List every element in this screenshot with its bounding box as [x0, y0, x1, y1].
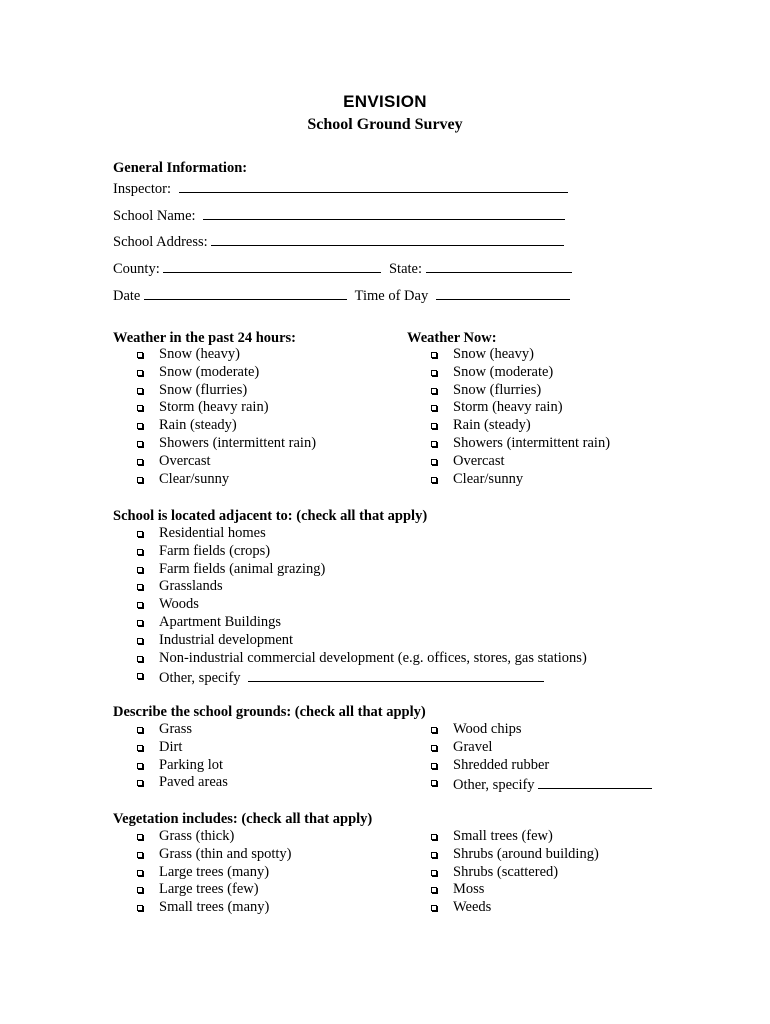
checkbox-label: Clear/sunny [159, 470, 230, 487]
weather-past-heading: Weather in the past 24 hours: [113, 330, 297, 346]
checkbox-option[interactable] [407, 864, 599, 882]
date-label: Date [113, 288, 141, 304]
checkbox-option[interactable] [113, 382, 316, 400]
weather-past-list [113, 346, 316, 488]
checkbox-label: Snow (moderate) [453, 363, 554, 380]
checkbox[interactable] [137, 745, 143, 751]
checkbox[interactable] [137, 352, 143, 358]
checkbox[interactable] [137, 620, 143, 626]
checkbox-option[interactable] [407, 757, 549, 775]
grounds-other-label: Other, specify [453, 777, 535, 793]
adjacent-other-label: Other, specify [159, 670, 241, 686]
checkbox[interactable] [137, 870, 143, 876]
checkbox-label: Large trees (many) [159, 863, 270, 880]
checkbox[interactable] [137, 905, 143, 911]
checkbox[interactable] [137, 423, 143, 429]
checkbox-label: Wood chips [453, 721, 522, 737]
checkbox-label: Snow (flurries) [159, 381, 248, 398]
checkbox-label: Showers (intermittent rain) [453, 434, 611, 451]
checkbox-option[interactable] [407, 435, 610, 453]
checkbox[interactable] [431, 370, 437, 376]
checkbox-label: Apartment Buildings [159, 613, 282, 630]
checkbox-option[interactable] [407, 346, 610, 364]
checkbox-option[interactable] [113, 864, 292, 882]
checkbox-label: Industrial development [159, 631, 294, 648]
county-field[interactable] [163, 258, 381, 273]
checkbox[interactable] [137, 602, 143, 608]
checkbox[interactable] [137, 370, 143, 376]
adjacent-other-field[interactable] [248, 667, 544, 682]
checkbox[interactable] [137, 656, 143, 662]
checkbox[interactable] [431, 745, 437, 751]
checkbox[interactable] [137, 584, 143, 590]
checkbox[interactable] [137, 388, 143, 394]
checkbox-label: Grass [159, 721, 193, 737]
checkbox-option[interactable] [407, 828, 599, 846]
checkbox-option[interactable] [407, 899, 599, 917]
checkbox[interactable] [431, 834, 437, 840]
weather-now-heading: Weather Now: [407, 330, 497, 346]
checkbox-option[interactable] [113, 399, 316, 417]
checkbox-option[interactable] [113, 632, 587, 650]
checkbox[interactable] [431, 477, 437, 483]
checkbox[interactable] [137, 477, 143, 483]
school-name-label: School Name: [113, 208, 196, 224]
checkbox-label: Shrubs (scattered) [453, 863, 559, 880]
time-field[interactable] [436, 285, 570, 300]
checkbox-option[interactable] [407, 774, 652, 792]
vegetation-left-list [113, 828, 292, 917]
inspector-label: Inspector: [113, 181, 171, 197]
checkbox-label: Rain (steady) [159, 417, 237, 434]
checkbox-option[interactable] [113, 899, 292, 917]
checkbox[interactable] [137, 459, 143, 465]
grounds-left-list [113, 721, 228, 792]
checkbox-option[interactable] [113, 435, 316, 453]
checkbox-label: Overcast [159, 452, 211, 469]
checkbox-option[interactable] [407, 846, 599, 864]
checkbox-option[interactable] [113, 346, 316, 364]
checkbox-option[interactable] [407, 721, 549, 739]
checkbox-label: Parking lot [159, 756, 224, 773]
checkbox-label: Storm (heavy rain) [159, 399, 269, 416]
vegetation-right-list [407, 828, 599, 917]
checkbox-label: Paved areas [159, 774, 228, 791]
checkbox[interactable] [431, 352, 437, 358]
checkbox-label: Residential homes [159, 525, 266, 541]
checkbox[interactable] [137, 887, 143, 893]
grounds-heading: Describe the school grounds: (check all that apply) [113, 704, 426, 720]
checkbox-option[interactable] [407, 471, 610, 489]
checkbox-label: Overcast [453, 452, 505, 469]
date-field[interactable] [144, 285, 347, 300]
checkbox-label: Clear/sunny [453, 470, 524, 487]
county-label: County: [113, 261, 160, 277]
checkbox[interactable] [137, 441, 143, 447]
checkbox-label: Shredded rubber [453, 756, 550, 773]
checkbox[interactable] [137, 780, 143, 786]
checkbox[interactable] [431, 763, 437, 769]
checkbox[interactable] [431, 459, 437, 465]
checkbox[interactable] [431, 887, 437, 893]
checkbox-label: Gravel [453, 738, 493, 755]
checkbox-option[interactable] [407, 881, 599, 899]
grounds-right-list [407, 721, 549, 774]
checkbox-label: Dirt [159, 738, 183, 755]
checkbox[interactable] [137, 567, 143, 573]
date-time-row [113, 285, 570, 305]
checkbox-label: Grasslands [159, 578, 223, 595]
weather-now-list [407, 346, 610, 488]
checkbox[interactable] [137, 673, 143, 679]
school-address-label: School Address: [113, 234, 208, 250]
checkbox-label: Grass (thin and spotty) [159, 845, 292, 862]
checkbox[interactable] [137, 405, 143, 411]
checkbox-option[interactable] [407, 739, 549, 757]
grounds-other-list [407, 774, 652, 792]
checkbox-option[interactable] [113, 614, 587, 632]
checkbox-label: Farm fields (crops) [159, 542, 271, 559]
checkbox[interactable] [431, 727, 437, 733]
checkbox-label: Snow (flurries) [453, 381, 542, 398]
checkbox[interactable] [431, 441, 437, 447]
checkbox-option[interactable] [407, 417, 610, 435]
checkbox[interactable] [431, 780, 437, 786]
checkbox-option[interactable] [113, 721, 228, 739]
general-heading: General Information: [113, 160, 248, 176]
checkbox[interactable] [431, 870, 437, 876]
checkbox-label: Snow (heavy) [453, 346, 534, 362]
checkbox-label: Snow (heavy) [159, 346, 240, 362]
checkbox-option[interactable] [113, 364, 316, 382]
checkbox-option[interactable] [113, 757, 228, 775]
checkbox[interactable] [137, 727, 143, 733]
checkbox-label: Showers (intermittent rain) [159, 434, 317, 451]
checkbox-label: Woods [159, 596, 199, 613]
adjacent-other-list [113, 667, 544, 685]
checkbox-option[interactable] [113, 453, 316, 471]
grounds-other-field[interactable] [538, 774, 652, 789]
checkbox-option[interactable] [113, 667, 544, 685]
checkbox-option[interactable] [113, 578, 587, 596]
vegetation-heading: Vegetation includes: (check all that apply) [113, 811, 373, 827]
checkbox-option[interactable] [113, 828, 292, 846]
checkbox-label: Moss [453, 881, 485, 898]
checkbox-option[interactable] [113, 650, 587, 668]
org-title: ENVISION [343, 92, 427, 111]
checkbox[interactable] [431, 405, 437, 411]
checkbox-option[interactable] [407, 399, 610, 417]
checkbox-option[interactable] [407, 364, 610, 382]
checkbox[interactable] [137, 549, 143, 555]
adjacent-list [113, 525, 587, 667]
checkbox-option[interactable] [113, 739, 228, 757]
checkbox-option[interactable] [113, 774, 228, 792]
checkbox[interactable] [431, 423, 437, 429]
county-state-row [113, 258, 572, 278]
inspector-field[interactable] [179, 178, 568, 193]
checkbox-label: Weeds [453, 899, 492, 916]
checkbox-option[interactable] [113, 846, 292, 864]
checkbox-label: Large trees (few) [159, 881, 259, 898]
checkbox[interactable] [137, 763, 143, 769]
checkbox-option[interactable] [113, 543, 587, 561]
checkbox-label: Small trees (few) [453, 828, 553, 844]
time-label: Time of Day [354, 288, 429, 304]
checkbox-label: Rain (steady) [453, 417, 531, 434]
checkbox-option[interactable] [113, 881, 292, 899]
school-address-row [113, 231, 564, 251]
checkbox-label: Snow (moderate) [159, 363, 260, 380]
checkbox-option[interactable] [407, 453, 610, 471]
checkbox-option[interactable] [113, 561, 587, 579]
school-address-field[interactable] [211, 231, 564, 246]
inspector-row [113, 178, 568, 198]
state-field[interactable] [426, 258, 572, 273]
checkbox-option[interactable] [113, 471, 316, 489]
checkbox-label: Shrubs (around building) [453, 845, 599, 862]
checkbox-option[interactable] [113, 417, 316, 435]
checkbox-label: Small trees (many) [159, 899, 270, 916]
school-name-field[interactable] [203, 205, 565, 220]
checkbox[interactable] [431, 852, 437, 858]
checkbox-option[interactable] [113, 596, 587, 614]
checkbox[interactable] [137, 531, 143, 537]
checkbox[interactable] [137, 638, 143, 644]
checkbox-label: Storm (heavy rain) [453, 399, 563, 416]
school-name-row [113, 205, 565, 225]
checkbox-label: Farm fields (animal grazing) [159, 560, 326, 577]
checkbox[interactable] [137, 852, 143, 858]
checkbox[interactable] [137, 834, 143, 840]
checkbox-option[interactable] [407, 382, 610, 400]
checkbox-label: Non-industrial commercial development (e.g. offices, stores, gas stations) [159, 649, 587, 666]
adjacent-heading: School is located adjacent to: (check all that apply) [113, 508, 428, 524]
form-title: School Ground Survey [307, 116, 463, 133]
state-label: State: [388, 261, 423, 277]
checkbox[interactable] [431, 905, 437, 911]
checkbox[interactable] [431, 388, 437, 394]
checkbox-label: Grass (thick) [159, 828, 235, 844]
checkbox-option[interactable] [113, 525, 587, 543]
